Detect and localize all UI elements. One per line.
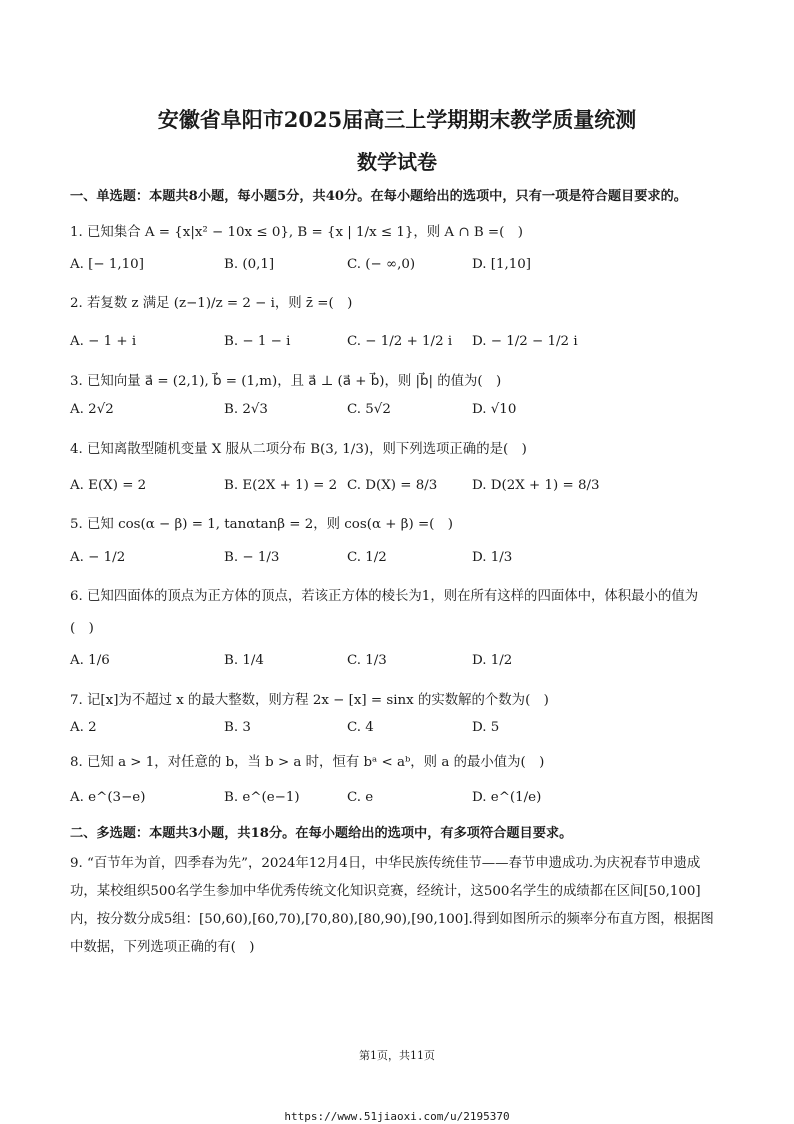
- q1-option-d: D. [1,10]: [472, 257, 532, 272]
- question-5-stem: 5. 已知 cos(α − β) = 1, tanαtanβ = 2，则 cos(α + β) =( ): [70, 517, 453, 532]
- q4-option-b: B. E(2X + 1) = 2: [224, 478, 338, 493]
- q4-option-a: A. E(X) = 2: [70, 478, 147, 493]
- q2-option-c: C. − 1/2 + 1/2 i: [347, 334, 453, 349]
- q7-option-a: A. 2: [70, 720, 97, 735]
- question-2-stem: 2. 若复数 z 满足 (z−1)/z = 2 − i，则 z̄ =( ): [70, 296, 353, 311]
- q8-option-c: C. e: [347, 790, 374, 805]
- section-heading-multiple-choice: 二、多选题：本题共3小题，共18分。在每小题给出的选项中，有多项符合题目要求。: [70, 826, 573, 841]
- q4-option-d: D. D(2X + 1) = 8/3: [472, 478, 600, 493]
- bottom-link[interactable]: https://www.51jiaoxi.com/u/2195370: [284, 1110, 510, 1123]
- q6-option-b: B. 1/4: [224, 653, 264, 668]
- q5-option-c: C. 1/2: [347, 550, 387, 565]
- q7-option-d: D. 5: [472, 720, 500, 735]
- q4-option-c: C. D(X) = 8/3: [347, 478, 438, 493]
- q8-option-d: D. e^(1/e): [472, 790, 542, 805]
- q1-option-c: C. (− ∞,0): [347, 257, 416, 272]
- q3-option-d: D. √10: [472, 402, 517, 417]
- question-9-stem: 9. “百节年为首，四季春为先”，2024年12月4日，中华民族传统佳节——春节申遗成功.为庆祝春节申遗成功，某校组织500名学生参加中华优秀传统文化知识竞赛，经统计，这500名学生的成绩都在区间[50,100]内，按分数分成5组：[50,60),[60,70),[70,80),[80,90),[90,100].得到如图所示的频率分布直方图，根据图中数据，下列选项正确的有( ): [70, 856, 714, 955]
- q8-option-b: B. e^(e−1): [224, 790, 300, 805]
- page-subtitle: 数学试卷: [357, 150, 437, 174]
- question-7-stem: 7. 记[x]为不超过 x 的最大整数，则方程 2x − [x] = sinx 的实数解的个数为( ): [70, 693, 549, 708]
- q7-option-b: B. 3: [224, 720, 251, 735]
- q1-option-a: A. [− 1,10]: [70, 257, 144, 272]
- q7-option-c: C. 4: [347, 720, 374, 735]
- question-1-stem: 1. 已知集合 A = {x|x² − 10x ≤ 0}, B = {x | 1/x ≤ 1}，则 A ∩ B =( ): [70, 225, 523, 240]
- q5-option-d: D. 1/3: [472, 550, 513, 565]
- q2-option-a: A. − 1 + i: [70, 334, 137, 349]
- q5-option-b: B. − 1/3: [224, 550, 280, 565]
- q5-option-a: A. − 1/2: [70, 550, 126, 565]
- page-footer: 第1页，共11页: [359, 1049, 435, 1062]
- question-3-stem: 3. 已知向量 a⃗ = (2,1), b⃗ = (1,m)，且 a⃗ ⊥ (a⃗ + b⃗)，则 |b⃗| 的值为( ): [70, 374, 502, 389]
- q8-option-a: A. e^(3−e): [70, 790, 146, 805]
- q6-option-a: A. 1/6: [70, 653, 110, 668]
- q1-option-b: B. (0,1]: [224, 257, 275, 272]
- q2-option-d: D. − 1/2 − 1/2 i: [472, 334, 578, 349]
- q2-option-b: B. − 1 − i: [224, 334, 291, 349]
- question-8-stem: 8. 已知 a > 1，对任意的 b，当 b > a 时，恒有 bᵃ < aᵇ，则 a 的最小值为( ): [70, 755, 545, 770]
- q3-option-c: C. 5√2: [347, 402, 391, 417]
- page-title: 安徽省阜阳市2025届高三上学期期末教学质量统测: [157, 107, 637, 132]
- question-6-stem-line1: 6. 已知四面体的顶点为正方体的顶点，若该正方体的棱长为1，则在所有这样的四面体中，体积最小的值为: [70, 589, 699, 604]
- q6-option-c: C. 1/3: [347, 653, 387, 668]
- question-4-stem: 4. 已知离散型随机变量 X 服从二项分布 B(3, 1/3)，则下列选项正确的是( ): [70, 442, 527, 457]
- section-heading-single-choice: 一、单选题：本题共8小题，每小题5分，共40分。在每小题给出的选项中，只有一项是符合题目要求的。: [70, 189, 687, 204]
- q6-option-d: D. 1/2: [472, 653, 513, 668]
- question-6-stem-line2: ( ): [70, 621, 94, 636]
- q3-option-a: A. 2√2: [70, 402, 114, 417]
- q3-option-b: B. 2√3: [224, 402, 268, 417]
